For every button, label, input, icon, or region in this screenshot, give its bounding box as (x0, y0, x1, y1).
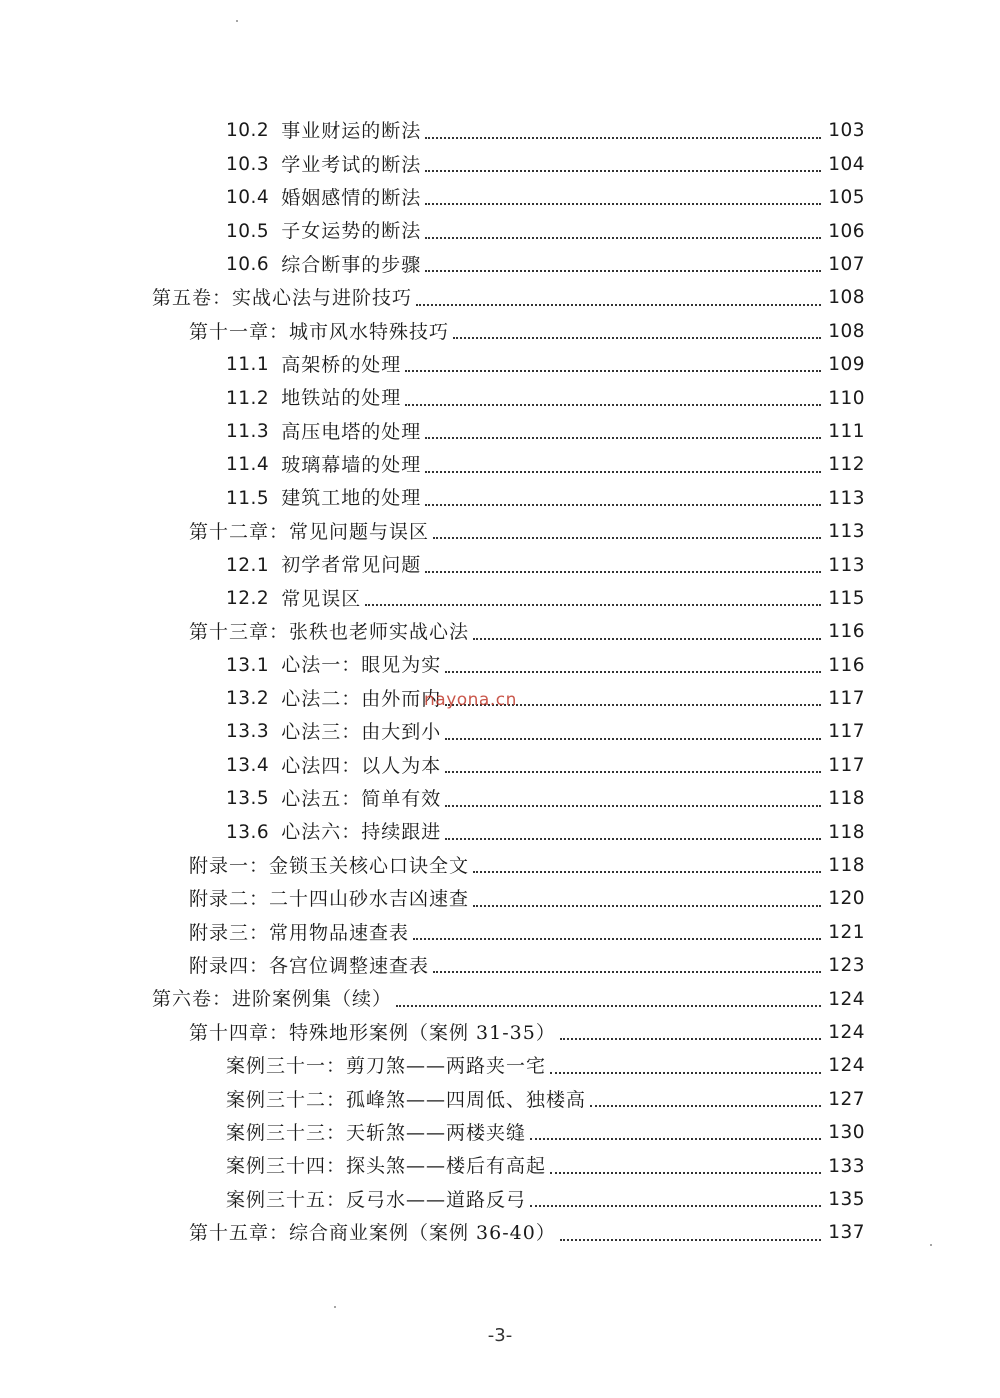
toc-entry-number: 13.1 (226, 654, 270, 676)
toc-dot-leader (550, 1172, 821, 1174)
toc-entry-number: 13.4 (226, 754, 270, 776)
toc-entry-title: 案例三十二：孤峰煞——四周低、独楼高 (226, 1088, 587, 1111)
toc-entry-heading (189, 1224, 556, 1243)
toc-entry-heading (226, 122, 421, 141)
toc-entry-heading (226, 489, 421, 508)
toc-entry-title: 事业财运的断法 (281, 120, 422, 143)
toc-entry-title: 附录三：常用物品速查表 (189, 921, 410, 944)
toc-entry-number: 13.3 (226, 721, 270, 743)
toc-entry-title: 玻璃幕墙的处理 (281, 454, 422, 477)
toc-entry-page: 113 (828, 487, 865, 509)
toc-entry-heading (189, 921, 410, 944)
toc-entry-page: 104 (828, 153, 865, 175)
toc-entry-title: 初学者常见问题 (281, 554, 422, 577)
toc-entry-heading (226, 1088, 587, 1111)
toc-entry-number: 11.3 (226, 420, 270, 442)
toc-entry-page: 113 (828, 554, 865, 576)
toc-entry (0, 1184, 1000, 1217)
toc-entry (0, 115, 1000, 148)
toc-entry (0, 148, 1000, 181)
toc-entry-title: 心法一：眼见为实 (281, 654, 442, 677)
toc-entry-heading (226, 556, 421, 575)
toc-entry-title: 案例三十三：天斩煞——两楼夹缝 (226, 1121, 527, 1144)
toc-dot-leader (473, 638, 821, 640)
toc-dot-leader (453, 337, 821, 339)
toc-entry (0, 182, 1000, 215)
toc-entry-heading (189, 320, 450, 343)
toc-entry-page: 127 (828, 1088, 865, 1110)
toc-entry-page: 130 (828, 1122, 865, 1144)
toc-entry-page: 116 (828, 654, 865, 676)
toc-dot-leader (425, 137, 821, 139)
toc-entry (0, 950, 1000, 983)
toc-entry-number: 10.4 (226, 187, 270, 209)
toc-dot-leader (413, 938, 821, 940)
toc-dot-leader (590, 1105, 821, 1107)
toc-entry-heading (226, 1157, 546, 1176)
toc-entry-heading (226, 456, 421, 475)
toc-entry-title: 第六卷：进阶案例集（续） (152, 988, 393, 1011)
toc-entry-title: 附录二：二十四山砂水吉凶速查 (189, 888, 470, 911)
toc-entry (0, 482, 1000, 515)
toc-entry-page: 121 (828, 921, 865, 943)
toc-entry-page: 118 (828, 855, 865, 877)
page-number: -3- (487, 1325, 513, 1346)
toc-entry (0, 449, 1000, 482)
toc-entry-heading (226, 420, 422, 443)
toc-dot-leader (433, 537, 821, 539)
toc-entry-page: 108 (828, 320, 865, 342)
toc-entry (0, 549, 1000, 582)
toc-entry-heading (152, 289, 412, 308)
toc-entry (0, 1017, 1000, 1050)
scan-speck (334, 1306, 336, 1308)
toc-entry-page: 105 (828, 187, 865, 209)
toc-entry (0, 983, 1000, 1016)
toc-entry-heading (226, 790, 441, 809)
toc-entry-title: 学业考试的断法 (281, 153, 422, 176)
toc-entry-page: 124 (828, 1055, 865, 1077)
toc-entry (0, 315, 1000, 348)
toc-dot-leader (445, 805, 821, 807)
toc-entry (0, 883, 1000, 916)
toc-entry-page: 135 (828, 1188, 865, 1210)
toc-entry-title: 第十四章：特殊地形案例（案例 31-35） (189, 1021, 556, 1044)
toc-entry-title: 心法六：持续跟进 (281, 821, 442, 844)
toc-entry-title: 第十二章：常见问题与误区 (189, 520, 430, 543)
toc-entry-heading (226, 253, 422, 276)
toc-entry-heading (189, 954, 430, 977)
toc-dot-leader (365, 604, 821, 606)
toc-dot-leader (425, 203, 821, 205)
toc-entry-page: 110 (828, 387, 865, 409)
toc-entry (0, 249, 1000, 282)
toc-entry (0, 1050, 1000, 1083)
toc-entry-page: 108 (828, 287, 865, 309)
toc-entry-page: 118 (828, 788, 865, 810)
toc-dot-leader (473, 871, 821, 873)
toc-entry-title: 心法二：由外而内 (281, 687, 442, 710)
toc-entry-heading (226, 723, 441, 742)
toc-dot-leader (433, 971, 821, 973)
toc-entry-title: 高压电塔的处理 (281, 420, 422, 443)
toc-entry-page: 124 (828, 1021, 865, 1043)
toc-entry-number: 11.1 (226, 354, 270, 376)
toc-dot-leader (445, 771, 821, 773)
toc-entry-heading (189, 623, 469, 642)
toc-entry-title: 常见误区 (281, 587, 362, 610)
toc-dot-leader (425, 270, 821, 272)
toc-dot-leader (560, 1038, 821, 1040)
toc-entry-number: 11.5 (226, 487, 270, 509)
toc-entry-title: 附录一：金锁玉关核心口诀全文 (189, 854, 470, 877)
toc-entry-page: 106 (828, 220, 865, 242)
toc-dot-leader (550, 1072, 821, 1074)
toc-entry (0, 816, 1000, 849)
toc-entry-page: 117 (828, 688, 865, 710)
scan-speck (930, 1244, 932, 1246)
toc-entry (0, 1117, 1000, 1150)
toc-entry-page: 117 (828, 721, 865, 743)
toc-entry-number: 11.4 (226, 454, 270, 476)
toc-entry-heading (226, 823, 441, 842)
toc-entry-title: 心法四：以人为本 (281, 754, 442, 777)
toc-entry (0, 215, 1000, 248)
toc-entry-title: 案例三十四：探头煞——楼后有高起 (226, 1155, 547, 1178)
toc-dot-leader (530, 1205, 821, 1207)
toc-entry-heading (226, 153, 422, 176)
toc-entry (0, 916, 1000, 949)
toc-entry-page: 124 (828, 988, 865, 1010)
toc-entry-heading (226, 1188, 527, 1211)
toc-entry (0, 1083, 1000, 1116)
toc-entry (0, 616, 1000, 649)
toc-entry-heading (189, 520, 430, 543)
toc-entry-title: 心法五：简单有效 (281, 788, 442, 810)
toc-entry (0, 582, 1000, 615)
toc-entry-number: 13.6 (226, 821, 270, 843)
toc-entry (0, 382, 1000, 415)
toc-entry (0, 282, 1000, 315)
toc-entry (0, 749, 1000, 782)
toc-entry-number: 13.2 (226, 688, 270, 710)
toc-entry-heading (226, 389, 401, 408)
toc-entry-title: 综合断事的步骤 (281, 253, 422, 276)
toc-entry-page: 109 (828, 354, 865, 376)
toc-entry-heading (226, 587, 362, 610)
toc-dot-leader (416, 304, 821, 306)
toc-entry-page: 115 (828, 587, 865, 609)
toc-entry (0, 850, 1000, 883)
toc-entry-number: 10.5 (226, 220, 270, 242)
toc-dot-leader (425, 471, 821, 473)
toc-dot-leader (473, 905, 821, 907)
toc-entry-number: 11.2 (226, 387, 270, 409)
toc-dot-leader (405, 370, 821, 372)
toc-dot-leader (396, 1005, 821, 1007)
toc-entry (0, 783, 1000, 816)
toc-entry-heading (226, 1121, 527, 1144)
toc-entry (0, 649, 1000, 682)
table-of-contents (0, 115, 1000, 1250)
toc-entry-page: 117 (828, 754, 865, 776)
toc-entry-heading (226, 754, 442, 777)
watermark: nayona.cn (424, 690, 517, 710)
toc-dot-leader (405, 404, 821, 406)
toc-entry-number: 10.3 (226, 153, 270, 175)
toc-entry-title: 案例三十五：反弓水——道路反弓 (226, 1188, 527, 1211)
toc-dot-leader (560, 1239, 821, 1241)
toc-entry-number: 13.5 (226, 788, 270, 810)
toc-entry-title: 建筑工地的处理 (281, 487, 422, 510)
toc-entry-title: 第十一章：城市风水特殊技巧 (189, 320, 450, 343)
toc-entry-title: 婚姻感情的断法 (281, 186, 422, 209)
toc-entry-number: 12.2 (226, 587, 270, 609)
toc-dot-leader (425, 237, 821, 239)
toc-entry-page: 103 (828, 120, 865, 142)
toc-entry-page: 107 (828, 254, 865, 275)
toc-entry-title: 子女运势的断法 (281, 220, 422, 243)
toc-entry-heading (226, 687, 442, 710)
toc-entry (0, 1150, 1000, 1183)
toc-dot-leader (445, 738, 821, 740)
toc-entry-heading (189, 854, 470, 877)
toc-entry-page: 133 (828, 1155, 865, 1177)
toc-entry-page: 120 (828, 888, 865, 910)
toc-entry-number: 12.1 (226, 554, 270, 576)
toc-entry-heading (226, 222, 421, 241)
toc-entry-page: 137 (828, 1222, 865, 1244)
toc-dot-leader (425, 504, 821, 506)
toc-entry-title: 第十五章：综合商业案例（案例 36-40） (189, 1222, 556, 1245)
toc-dot-leader (425, 437, 821, 439)
toc-dot-leader (425, 170, 821, 172)
toc-dot-leader (445, 838, 821, 840)
toc-entry-page: 118 (828, 821, 865, 843)
toc-entry-title: 案例三十一：剪刀煞——两路夹一宅 (226, 1055, 547, 1078)
toc-entry-title: 高架桥的处理 (281, 353, 402, 376)
toc-entry-page: 113 (828, 521, 865, 543)
toc-entry-title: 地铁站的处理 (281, 387, 402, 410)
toc-entry-page: 116 (828, 621, 865, 643)
toc-entry-heading (189, 1021, 556, 1044)
toc-entry (0, 1217, 1000, 1250)
toc-entry-number: 10.2 (226, 120, 270, 142)
toc-entry-heading (226, 186, 422, 209)
toc-dot-leader (425, 571, 821, 573)
scan-speck (236, 20, 238, 22)
toc-entry-number: 10.6 (226, 254, 270, 275)
toc-entry (0, 516, 1000, 549)
toc-entry-heading (226, 1057, 546, 1076)
toc-entry-title: 心法三：由大到小 (281, 721, 442, 744)
toc-entry-page: 111 (828, 420, 865, 442)
toc-entry-heading (226, 656, 441, 675)
toc-entry-title: 附录四：各宫位调整速查表 (189, 954, 430, 977)
toc-entry-page: 123 (828, 955, 865, 977)
toc-entry-heading (189, 890, 469, 909)
toc-dot-leader (530, 1138, 821, 1140)
toc-entry-title: 第十三章：张秩也老师实战心法 (189, 621, 470, 644)
toc-entry-heading (152, 990, 392, 1009)
toc-dot-leader (445, 671, 821, 673)
toc-entry-heading (226, 353, 402, 376)
toc-entry (0, 716, 1000, 749)
toc-entry-page: 112 (828, 454, 865, 476)
toc-entry-title: 第五卷：实战心法与进阶技巧 (152, 287, 413, 310)
toc-entry (0, 349, 1000, 382)
toc-entry (0, 416, 1000, 449)
